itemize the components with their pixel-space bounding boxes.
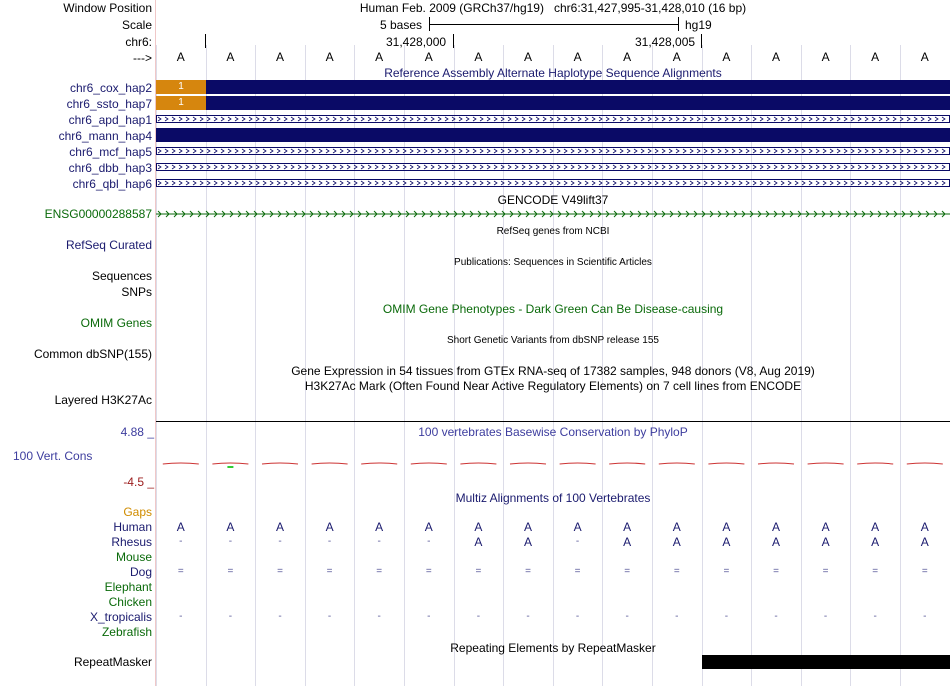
ruler-coord-2: 31,428,005 [635, 35, 696, 49]
multiz-base: - [427, 536, 431, 547]
reference-base: A [226, 50, 235, 64]
phylop-label[interactable]: 100 Vert. Cons [13, 449, 93, 463]
h3k27ac-label[interactable]: Layered H3K27Ac [54, 393, 152, 407]
repeatmasker-element[interactable] [702, 655, 950, 669]
multiz-base: A [523, 535, 532, 549]
multiz-species-label[interactable]: Dog [129, 565, 152, 579]
phylop-max-label: 4.88 _ [120, 425, 154, 439]
reference-base: A [871, 50, 880, 64]
haplotype-label[interactable]: chr6_dbb_hap3 [68, 161, 152, 175]
multiz-base: A [672, 520, 681, 534]
multiz-base: = [475, 566, 482, 577]
reference-base: A [275, 50, 284, 64]
phylop-wiggle[interactable] [156, 458, 950, 472]
phylop-min-label: -4.5 _ [123, 475, 154, 489]
phylop-base-score [907, 463, 943, 464]
phylop-positive-score [227, 466, 233, 468]
haplotype-label[interactable]: chr6_mann_hap4 [58, 129, 152, 143]
phylop-base-score [659, 463, 695, 464]
multiz-base: - [228, 536, 233, 547]
multiz-base: A [672, 535, 681, 549]
multiz-base: = [921, 566, 928, 577]
reference-base: A [375, 50, 384, 64]
reference-base: A [424, 50, 433, 64]
multiz-base: - [625, 611, 629, 622]
multiz-base: - [228, 611, 233, 622]
gencode-gene-label[interactable]: ENSG00000288587 [44, 207, 152, 221]
multiz-species-label[interactable]: Chicken [108, 595, 152, 609]
multiz-base: = [723, 566, 730, 577]
alt-haplotype-track-title[interactable]: Reference Assembly Alternate Haplotype Sequence Alignments [384, 66, 722, 80]
gencode-gene-feature[interactable] [156, 209, 950, 219]
phylop-base-score [163, 463, 199, 464]
multiz-base: - [873, 611, 877, 622]
multiz-base: A [424, 520, 433, 534]
multiz-base: A [821, 535, 830, 549]
haplotype-alignment-chevrons[interactable] [156, 179, 950, 188]
phylop-base-score [560, 463, 596, 464]
multiz-base: A [375, 520, 384, 534]
reference-base: A [722, 50, 731, 64]
haplotype-gap-marker[interactable]: 1 [156, 80, 206, 94]
haplotype-label[interactable]: chr6_cox_hap2 [69, 81, 152, 95]
repeatmasker-track-title[interactable]: Repeating Elements by RepeatMasker [450, 641, 656, 655]
multiz-base: - [179, 611, 183, 622]
haplotype-gap-marker[interactable]: 1 [156, 96, 206, 110]
multiz-base: A [821, 520, 830, 534]
multiz-base: A [722, 520, 731, 534]
refseq-track-title[interactable]: RefSeq genes from NCBI [496, 226, 610, 237]
reference-base: A [771, 50, 780, 64]
ruler-tick-2 [453, 34, 454, 48]
gtex-track-title[interactable]: Gene Expression in 54 tissues from GTEx RNA-seq of 17382 samples, 948 donors (V8, Aug 2019) [291, 364, 815, 378]
snps-label[interactable]: SNPs [121, 285, 152, 299]
multiz-base: = [177, 566, 184, 577]
phylop-base-score [808, 463, 844, 464]
reference-base: A [573, 50, 582, 64]
multiz-species-label[interactable]: Zebrafish [101, 625, 152, 639]
multiz-base: = [425, 566, 432, 577]
haplotype-alignment-chevrons[interactable] [156, 115, 950, 124]
multiz-base: = [326, 566, 333, 577]
multiz-base: A [275, 520, 284, 534]
multiz-base: A [176, 520, 185, 534]
reference-base: A [325, 50, 334, 64]
phylop-track-title[interactable]: 100 vertebrates Basewise Conservation by PhyloP [418, 425, 688, 439]
multiz-base: = [872, 566, 879, 577]
haplotype-alignment-chevrons[interactable] [156, 147, 950, 156]
multiz-base: = [227, 566, 234, 577]
multiz-base: = [773, 566, 779, 577]
multiz-base: A [573, 520, 582, 534]
h3k27ac-baseline [156, 421, 950, 422]
multiz-base: A [474, 520, 483, 534]
multiz-base: A [771, 520, 780, 534]
multiz-base: - [377, 536, 381, 547]
haplotype-alignment-block[interactable] [156, 128, 950, 142]
haplotype-alignment-block[interactable] [156, 80, 950, 94]
multiz-base: - [327, 611, 332, 622]
multiz-base: - [278, 611, 282, 622]
multiz-base: - [823, 611, 828, 622]
reference-base: A [920, 50, 929, 64]
repeatmasker-label[interactable]: RepeatMasker [73, 655, 152, 669]
multiz-track-title[interactable]: Multiz Alignments of 100 Vertebrates [455, 491, 651, 505]
multiz-base: = [624, 566, 631, 577]
chrom-label: chr6: [125, 35, 152, 49]
scale-label: Scale [121, 18, 152, 32]
phylop-base-score [212, 463, 248, 464]
publications-label[interactable]: Sequences [91, 269, 152, 283]
reference-base: A [821, 50, 830, 64]
multiz-base: A [325, 520, 334, 534]
reference-base: A [474, 50, 483, 64]
multiz-base: A [771, 535, 780, 549]
multiz-base: - [278, 536, 282, 547]
position-range: chr6:31,427,995-31,428,010 (16 bp) [553, 1, 747, 15]
multiz-species-label[interactable]: Mouse [115, 550, 152, 564]
dbsnp-label[interactable]: Common dbSNP(155) [33, 347, 152, 361]
multiz-base: = [376, 566, 383, 577]
multiz-base: - [476, 611, 481, 622]
multiz-base: A [920, 520, 929, 534]
multiz-base: - [774, 611, 778, 622]
phylop-base-score [609, 463, 645, 464]
omim-track-title[interactable]: OMIM Gene Phenotypes - Dark Green Can Be Disease-causing [382, 302, 724, 316]
scale-text: 5 bases [380, 18, 423, 32]
scale-db: hg19 [685, 18, 712, 32]
multiz-base: A [722, 535, 731, 549]
multiz-base: A [474, 535, 483, 549]
phylop-base-score [411, 463, 447, 464]
multiz-base: A [623, 520, 632, 534]
multiz-base: - [675, 611, 679, 622]
multiz-base: A [920, 535, 929, 549]
phylop-base-score [758, 463, 794, 464]
phylop-base-score [262, 463, 298, 464]
multiz-base: - [179, 536, 183, 547]
multiz-base: = [574, 566, 581, 577]
window-position-label: Window Position [63, 1, 152, 15]
haplotype-label[interactable]: chr6_qbl_hap6 [72, 177, 152, 191]
ruler-tick-1 [205, 34, 206, 48]
h3k27ac-track-title[interactable]: H3K27Ac Mark (Often Found Near Active Regulatory Elements) on 7 cell lines from ENCODE [304, 379, 802, 393]
multiz-species-label[interactable]: Rhesus [111, 535, 152, 549]
haplotype-alignment-block[interactable] [156, 96, 950, 110]
multiz-base: - [724, 611, 729, 622]
multiz-base: - [526, 611, 530, 622]
phylop-base-score [510, 463, 546, 464]
phylop-base-score [857, 463, 893, 464]
gencode-track-title[interactable]: GENCODE V49lift37 [497, 193, 609, 207]
refseq-label[interactable]: RefSeq Curated [65, 238, 152, 252]
dbsnp-track-title[interactable]: Short Genetic Variants from dbSNP release 155 [447, 335, 659, 346]
multiz-base: A [623, 535, 632, 549]
phylop-base-score [460, 463, 496, 464]
reference-base: A [176, 50, 185, 64]
reference-base: A [672, 50, 681, 64]
multiz-base: A [226, 520, 235, 534]
multiz-species-label[interactable]: Elephant [104, 580, 152, 594]
strand-label: ---> [133, 51, 152, 65]
scale-bar [429, 24, 678, 25]
multiz-base: A [871, 520, 880, 534]
window-position-value [156, 1, 950, 15]
ruler-coord-1: 31,428,000 [386, 35, 447, 49]
multiz-base: = [673, 566, 680, 577]
scale-bar-right-tick [678, 17, 679, 31]
multiz-base: = [822, 566, 829, 577]
haplotype-alignment-chevrons[interactable] [156, 163, 950, 172]
phylop-base-score [361, 463, 397, 464]
multiz-base: - [923, 611, 927, 622]
multiz-base: - [327, 536, 332, 547]
multiz-gaps-label: Gaps [123, 505, 152, 519]
multiz-base: - [575, 611, 580, 622]
assembly-name: Human Feb. 2009 (GRCh37/hg19) [359, 1, 544, 15]
haplotype-label[interactable]: chr6_apd_hap1 [68, 113, 152, 127]
multiz-base: A [871, 535, 880, 549]
ruler-tick-3 [701, 34, 702, 48]
multiz-base: = [277, 566, 283, 577]
haplotype-label[interactable]: chr6_mcf_hap5 [69, 145, 152, 159]
multiz-base: A [523, 520, 532, 534]
haplotype-label[interactable]: chr6_ssto_hap7 [66, 97, 152, 111]
phylop-base-score [708, 463, 744, 464]
multiz-base: = [525, 566, 531, 577]
reference-base: A [623, 50, 632, 64]
phylop-base-score [312, 463, 348, 464]
multiz-base: - [575, 536, 580, 547]
multiz-base: - [377, 611, 381, 622]
multiz-species-label[interactable]: X_tropicalis [89, 610, 152, 624]
publications-track-title[interactable]: Publications: Sequences in Scientific Articles [454, 257, 652, 268]
reference-base: A [523, 50, 532, 64]
multiz-base: - [427, 611, 431, 622]
multiz-species-label[interactable]: Human [113, 520, 152, 534]
omim-label[interactable]: OMIM Genes [80, 316, 152, 330]
